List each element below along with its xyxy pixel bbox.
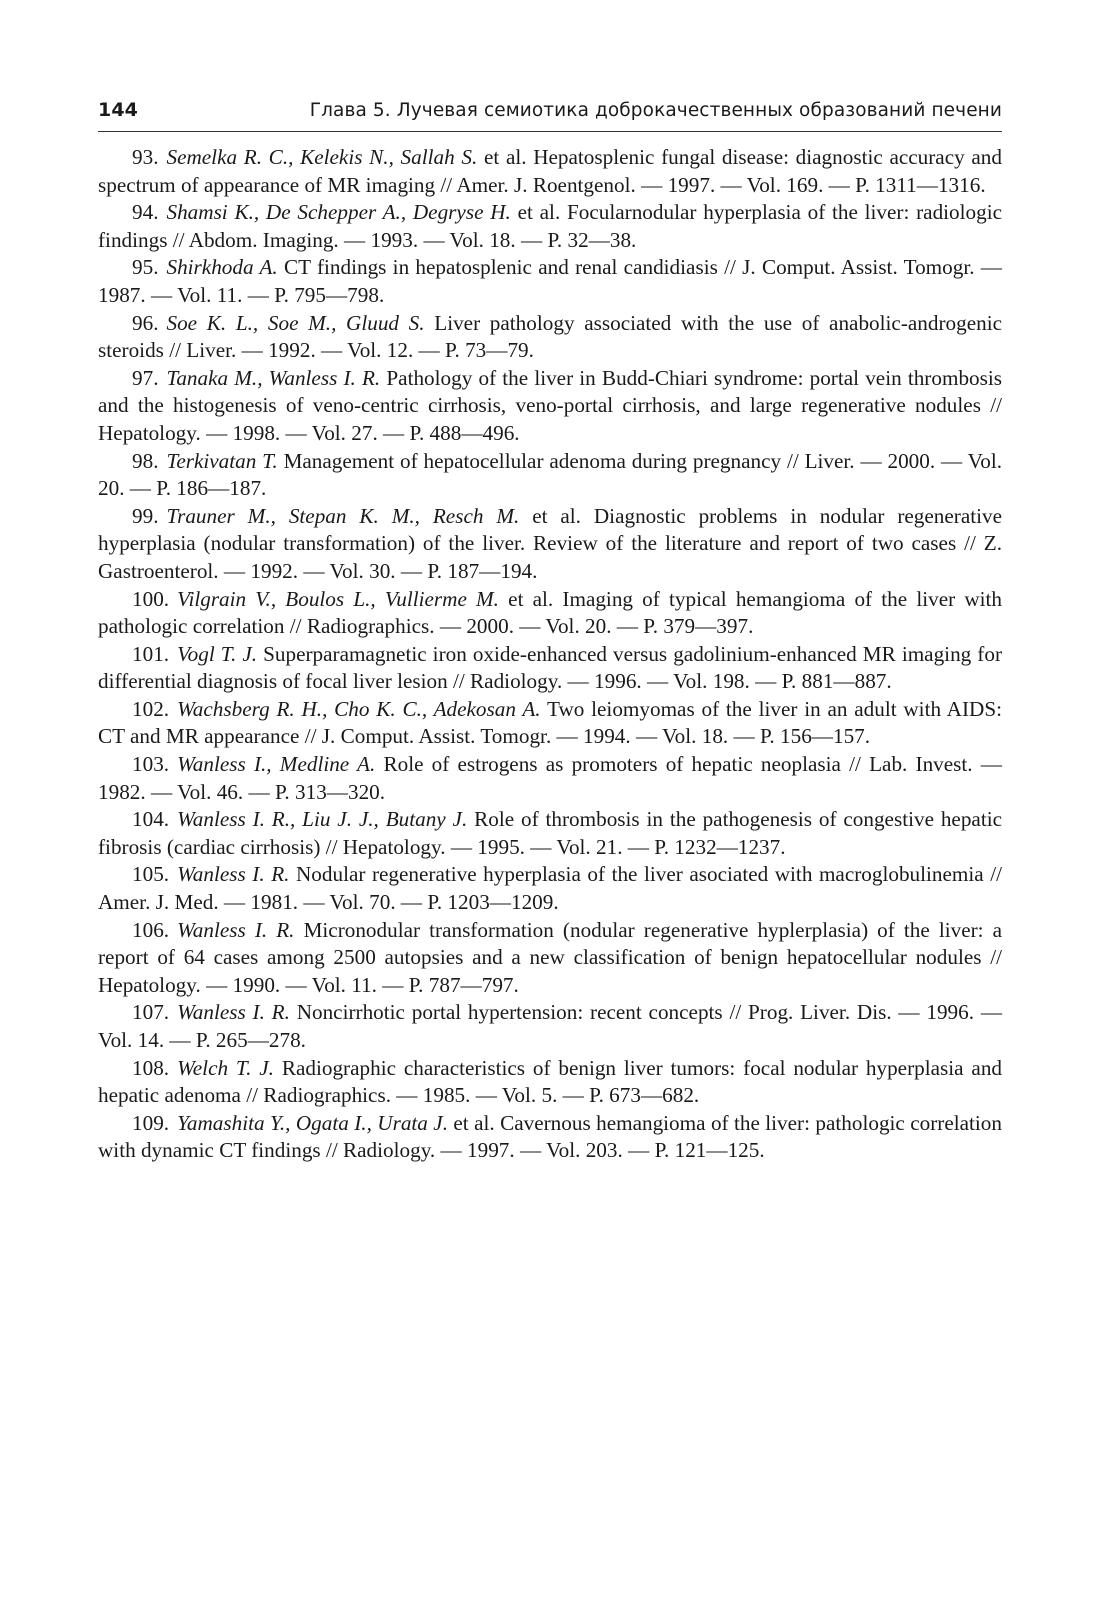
page-number: 144 [98,99,138,121]
reference-number: 100. [132,586,170,611]
reference-number: 107. [132,1000,170,1025]
reference-item [98,144,1002,199]
reference-authors: Tanaka M., Wanless I. R. [166,365,381,390]
reference-item [98,806,1002,861]
chapter-title: Глава 5. Лучевая семиотика доброкачественных образований печени [309,100,1002,121]
reference-number: 96. [132,310,159,335]
reference-authors: Shamsi K., De Schepper A., Degryse H. [166,200,511,225]
reference-number: 109. [132,1110,170,1135]
reference-number: 97. [132,365,159,390]
reference-text: CT findings in hepatosplenic and renal candidiasis // J. Comput. Assist. Tomogr. — 1987. — Vol. 11. — P. 795—798. [98,255,1002,307]
reference-item [98,503,1002,586]
reference-text: Role of estrogens as promoters of hepatic neoplasia // Lab. Invest. — 1982. — Vol. 46. — P. 313—320. [98,752,1002,804]
reference-item [98,641,1002,696]
reference-text: Pathology of the liver in Budd-Chiari syndrome: portal vein thrombosis and the histogenesis of veno-centric cirrhosis, veno-portal cirrhosis, and large regenerative nodules // Hepatology. — 1998. — Vol. 27. — P. 488—496. [98,365,1003,445]
reference-authors: Semelka R. C., Kelekis N., Sallah S. [166,145,478,169]
reference-authors: Vogl T. J. [177,641,258,666]
reference-item [98,365,1002,448]
reference-text: et al. Diagnostic problems in nodular regenerative hyperplasia (nodular transformation) of the liver. Review of the literature and report of two cases // Z. Gastroenterol. — 1992. — Vol. 30. — P. 187—194. [98,503,1003,583]
reference-item [98,586,1002,641]
reference-item [98,917,1002,1000]
reference-authors: Welch T. J. [177,1055,274,1080]
reference-item [98,1055,1002,1110]
reference-number: 105. [132,862,170,887]
reference-item [98,696,1002,751]
reference-text: et al. Hepatosplenic fungal disease: diagnostic accuracy and spectrum of appearance of MR imaging // Amer. J. Roentgenol. — 1997. — Vol. 169. — P. 1311—1316. [98,145,1002,197]
reference-authors: Wachsberg R. H., Cho K. C., Adekosan A. [177,696,541,721]
reference-item [98,999,1002,1054]
reference-number: 101. [132,641,170,666]
reference-item [98,1110,1002,1165]
reference-item [98,199,1002,254]
reference-authors: Wanless I. R., Liu J. J., Butany J. [177,807,468,832]
reference-number: 99. [132,503,159,528]
reference-text: Micronodular transformation (nodular regenerative hyplerplasia) of the liver: a report of 64 cases among 2500 autopsies and a new classification of benign hepatocellular nodules // Hepatology. — 1990. — Vol. 11. — P. 787—797. [98,917,1003,997]
reference-number: 103. [132,752,170,777]
reference-authors: Wanless I. R. [177,917,295,942]
reference-text: Radiographic characteristics of benign liver tumors: focal nodular hyperplasia and hepatic adenoma // Radiographics. — 1985. — Vol. 5. — P. 673—682. [98,1055,1003,1108]
reference-authors: Wanless I., Medline A. [177,752,376,777]
reference-number: 98. [132,448,159,473]
reference-number: 93. [132,145,159,169]
reference-number: 102. [132,696,170,721]
reference-authors: Vilgrain V., Boulos L., Vullierme M. [177,586,499,611]
reference-authors: Shirkhoda A. [166,255,278,280]
reference-list [98,144,1002,1165]
reference-authors: Terkivatan T. [166,448,278,473]
reference-number: 108. [132,1055,170,1080]
reference-text: et al. Focularnodular hyperplasia of the liver: radiologic findings // Abdom. Imaging. — 1993. — Vol. 18. — P. 32—38. [98,200,1003,252]
reference-text: Role of thrombosis in the pathogenesis of congestive hepatic fibrosis (cardiac cirrhosis) // Hepatology. — 1995. — Vol. 21. — P. 1232—1237. [98,807,1002,859]
reference-item [98,751,1002,806]
reference-item [98,254,1002,309]
reference-number: 95. [132,255,159,280]
reference-text: Nodular regenerative hyperplasia of the liver asociated with macroglobulinemia // Amer. J. Med. — 1981. — Vol. 70. — P. 1203—1209. [98,862,1003,915]
reference-text: Noncirrhotic portal hypertension: recent concepts // Prog. Liver. Dis. — 1996. — Vol. 14. — P. 265—278. [98,1000,1003,1052]
reference-number: 106. [132,917,170,942]
reference-text: et al. Cavernous hemangioma of the liver: pathologic correlation with dynamic CT findings // Radiology. — 1997. — Vol. 203. — P. 121—125. [98,1110,1002,1163]
reference-authors: Trauner M., Stepan K. M., Resch M. [166,503,520,528]
reference-text: Liver pathology associated with the use of anabolic-androgenic steroids // Liver. — 1992. — Vol. 12. — P. 73—79. [98,310,1002,363]
reference-authors: Yamashita Y., Ogata I., Urata J. [177,1110,448,1135]
reference-authors: Wanless I. R. [177,862,290,887]
reference-text: Superparamagnetic iron oxide-enhanced versus gadolinium-enhanced MR imaging for differential diagnosis of focal liver lesion // Radiology. — 1996. — Vol. 198. — P. 881—887. [98,641,1003,694]
reference-text: Management of hepatocellular adenoma during pregnancy // Liver. — 2000. — Vol. 20. — P. 186—187. [98,448,1003,501]
document-page [98,96,1002,1165]
reference-text: Two leiomyomas of the liver in an adult with AIDS: CT and MR appearance // J. Comput. Assist. Tomogr. — 1994. — Vol. 18. — P. 156—157. [98,696,1002,749]
reference-item [98,861,1002,916]
reference-text: et al. Imaging of typical hemangioma of the liver with pathologic correlation // Radiographics. — 2000. — Vol. 20. — P. 379—397. [98,586,1003,639]
reference-number: 94. [132,200,159,225]
running-header [98,96,1002,132]
reference-authors: Wanless I. R. [177,1000,290,1025]
reference-item [98,448,1002,503]
reference-number: 104. [132,807,170,832]
reference-item [98,310,1002,365]
reference-authors: Soe K. L., Soe M., Gluud S. [166,310,425,335]
